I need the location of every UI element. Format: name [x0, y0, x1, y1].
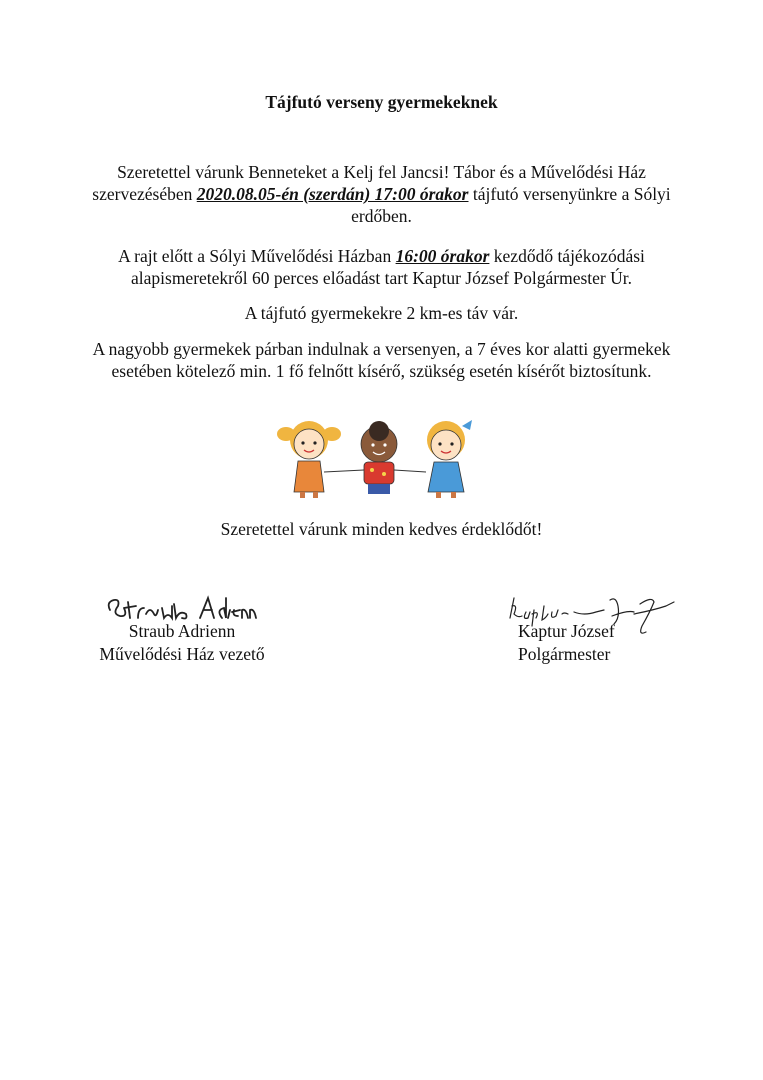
distance-paragraph: A tájfutó gyermekekre 2 km-es táv vár. — [244, 303, 519, 323]
children-illustration — [276, 414, 488, 500]
lecture-text-start: A rajt előtt a Sólyi Művelődési Házban — [118, 246, 396, 266]
document-title: Tájfutó verseny gyermekeknek — [265, 92, 498, 112]
event-datetime: 2020.08.05-én (szerdán) 17:00 órakor — [196, 184, 469, 204]
right-signature-block — [518, 620, 615, 666]
intro-paragraph — [70, 161, 693, 227]
lecture-paragraph — [70, 245, 693, 289]
girl-right-figure — [427, 420, 472, 498]
lecture-time: 16:00 órakor — [395, 246, 490, 266]
intro-text-end: tájfutó versenyünkre a Sólyi erdőben. — [351, 184, 671, 226]
girl-left-figure — [277, 421, 341, 498]
right-signer-name: Kaptur József — [518, 621, 615, 641]
lecture-text-end: kezdődő tájékozódási alapismeretekről 60 perces előadást tart Kaptur József Polgármester Úr. — [131, 246, 645, 288]
closing-line: Szeretettel várunk minden kedves érdeklődőt! — [220, 519, 543, 539]
rules-paragraph: A nagyobb gyermekek párban indulnak a versenyen, a 7 éves kor alatti gyermekek esetében kötelező min. 1 fő felnőtt kísérő, szükség esetén kísérőt biztosítunk. — [92, 339, 671, 381]
intro-text-start: Szeretettel várunk Benneteket a Kelj fel Jancsi! Tábor és a Művelődési Ház szervezésében — [92, 162, 646, 204]
left-signature-block — [92, 620, 272, 666]
right-signer-role: Polgármester — [518, 644, 611, 664]
left-signer-name: Straub Adrienn — [128, 621, 236, 641]
left-signer-role: Művelődési Ház vezető — [99, 644, 265, 664]
